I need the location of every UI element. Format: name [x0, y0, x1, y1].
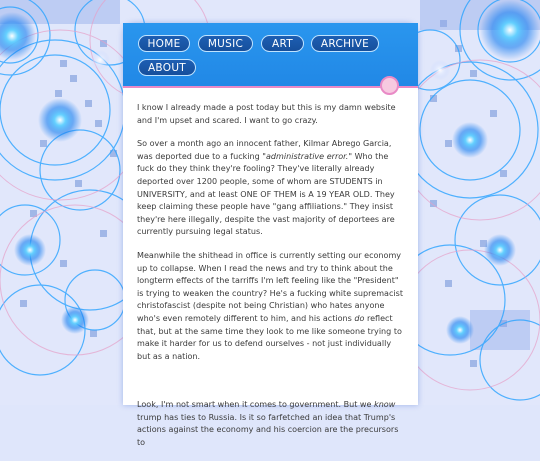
nav-music-button[interactable]: MUSIC: [198, 35, 253, 52]
nav-about-button[interactable]: ABOUT: [138, 59, 196, 76]
nav-art-button[interactable]: ART: [261, 35, 304, 52]
post-paragraph: Look, I'm not smart when it comes to government. But we know trump has ties to Russia. Is it so farfetched an idea that Trump's actions against the economy and his coercion are the precursors to: [137, 400, 399, 448]
nav-archive-button[interactable]: ARCHIVE: [311, 35, 379, 52]
post-body: [137, 102, 403, 461]
post-paragraph: I know I already made a post today but this is my damn website and I'm upset and scared. I want to go crazy.: [137, 103, 396, 125]
content-panel: [123, 23, 418, 448]
navbar: [123, 23, 418, 88]
nav-home-button[interactable]: HOME: [138, 35, 190, 52]
post-paragraph: Meanwhile the shithead in office is currently setting our economy up to collapse. When I read the news and try to think about the longterm effects of the tarriffs I'm left feeling like the "President" is trying to weaken the country? He's a fucking white supremacist christofascist (despite not being Christian) who hates anyone who's even remotely different to him, and his actions do reflect that, but at the same time they look to me like someone trying to make it harder for us to defend ourselves - not just individually but as a nation.: [137, 250, 403, 361]
post-paragraph: So over a month ago an innocent father, Kilmar Abrego Garcia, was deported due to a fucking "administrative error." Who the fuck do they think they're fooling? They've literally already deported over 1200 people, some of whom are STUDENTS in UNIVERSITY, and at least ONE OF THEM is A 19 YEAR OLD. They keep claiming these people have "gang affiliations." They insist they're here illegally, despite the vast majority of deportees are currently pursuing legal status.: [137, 139, 395, 237]
header-ornament: [380, 76, 399, 95]
